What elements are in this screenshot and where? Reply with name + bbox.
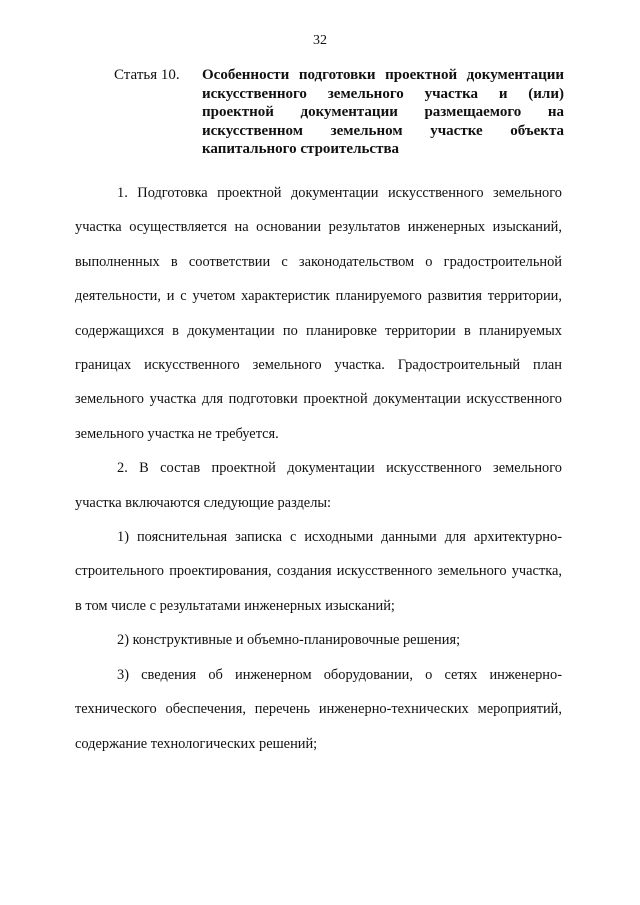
list-item-2: 2) конструктивные и объемно-планировочные решения; [117,632,461,649]
article-label: Статья 10. [114,67,180,83]
paragraph-2: 2. В состав проектной документации искусственного земельного участка включаются следующие разделы: [75,460,562,511]
page-number: 32 [313,33,327,48]
list-item-1: 1) пояснительная записка с исходными данными для архитектурно-строительного проектирования, создания искусственного земельного участка, в том числе с результатами инженерных изысканий; [75,529,562,614]
paragraph-1: 1. Подготовка проектной документации искусственного земельного участка осуществляется на основании результатов инженерных изысканий, выполненных в соответствии с законодательством о градостроительной деятельности, и с учетом характеристик планируемого развития территории, содержащихся в документации по планировке территории в планируемых границах искусственного земельного участка. Градостроительный план земельного участка для подготовки проектной документации искусственного земельного участка не требуется. [75,185,562,442]
article-title: Особенности подготовки проектной документации искусственного земельного участка и (или) проектной документации размещаемого на искусственном земельном участке объекта капитального строительства [202,67,564,158]
document-body [75,176,562,761]
list-item-3: 3) сведения об инженерном оборудовании, о сетях инженерно-технического обеспечения, перечень инженерно-технических мероприятий, содержание технологических решений; [75,666,562,752]
